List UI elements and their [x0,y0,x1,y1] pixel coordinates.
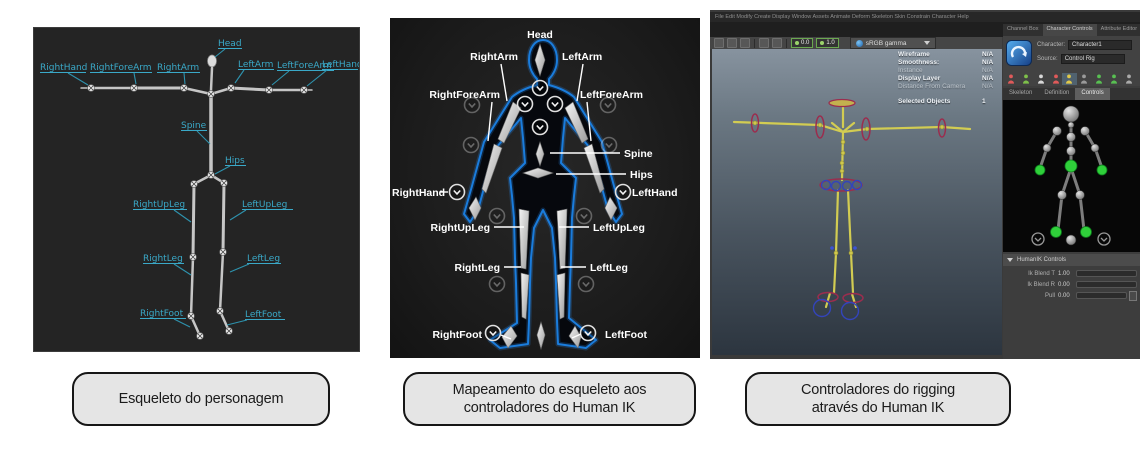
ik-blend-t-value[interactable]: 1.00 [1058,270,1070,277]
options-icon[interactable] [1126,75,1132,84]
mapping-label-leftleg: LeftLeg [590,262,628,274]
caption-line: Controladores do rigging [801,381,955,398]
rig-bones [734,107,970,307]
mapping-label-lefthand: LeftHand [632,187,678,199]
humanik-mapping-panel [390,18,700,358]
mapping-label-spine: Spine [624,148,653,160]
skeleton-bones [81,55,312,336]
mirror-icon[interactable] [1023,75,1029,84]
toolbar-divider [754,39,755,48]
mapping-label-rightupleg: RightUpLeg [430,222,490,234]
humanik-logo-icon [1006,40,1032,66]
chevron-down-icon [924,41,930,45]
skeleton-label-leftupleg: LeftUpLeg [242,200,288,210]
skeleton-panel [33,27,360,352]
exposure-value: 0.0 [801,40,810,46]
subtab-controls[interactable]: Controls [1075,88,1109,100]
lock-character-icon[interactable] [1008,75,1014,84]
skeleton-figure [34,28,359,351]
pull-slider[interactable] [1076,292,1127,299]
character-label: Character: [1037,42,1066,48]
caption-line: Esqueleto do personagem [118,390,284,407]
character-representation[interactable] [1003,100,1140,252]
hud-row: Smoothness: N/A [898,59,994,66]
viewport-toolbar [710,37,1002,49]
toolbar-divider [786,39,787,48]
source-select[interactable]: Control Rig [1061,54,1125,64]
skeleton-label-leftarm: LeftArm [238,60,274,70]
mapping-label-leftfoot: LeftFoot [605,329,647,341]
keying-mode-icon[interactable] [1096,75,1102,84]
skeleton-label-hips: Hips [225,156,245,166]
tab-character-controls[interactable]: Character Controls [1043,24,1097,36]
grid-toggle-icon[interactable] [727,38,737,48]
mapping-label-head: Head [527,29,553,41]
ik-blend-r-label: Ik Blend R [1027,281,1055,288]
camera-lock-icon[interactable] [714,38,724,48]
pin-icon[interactable] [1081,75,1087,84]
skeleton-label-rightleg: RightLeg [143,254,183,264]
character-row [1037,40,1132,50]
ik-blend-t-slider[interactable] [1076,270,1137,277]
pull-value[interactable]: 0.00 [1058,292,1070,299]
gamma-field[interactable] [816,38,838,48]
mapping-label-rightforearm: RightForeArm [429,89,500,101]
skeleton-label-leftfoot: LeftFoot [245,310,282,320]
body-mapping-figure [390,18,700,358]
film-gate-icon[interactable] [740,38,750,48]
color-management-value: sRGB gamma [865,39,907,47]
head-effector-ring[interactable] [829,100,855,107]
subtab-skeleton[interactable]: Skeleton [1009,90,1033,96]
caption-controllers [745,372,1011,426]
ik-blend-t-label: Ik Blend T [1028,270,1055,277]
skeleton-label-rightforearm: RightForeArm [90,63,152,73]
skeleton-label-rightfoot: RightFoot [140,309,184,319]
skeleton-label-lefthand: LeftHand [322,60,359,70]
exposure-icon [795,41,799,45]
skeleton-label-spine: Spine [181,121,207,131]
color-management-icon [856,40,863,47]
viewport[interactable] [712,49,1002,355]
subtab-definition[interactable]: Definition [1044,90,1070,96]
mapping-label-rightleg: RightLeg [454,262,500,274]
maya-window [710,10,1140,359]
hud-row: Distance From Camera N/A [898,83,993,90]
exposure-field[interactable] [791,38,813,48]
mapping-label-rightfoot: RightFoot [432,329,482,341]
collapse-triangle-icon [1007,258,1013,262]
mapping-label-rightarm: RightArm [470,51,518,63]
hud-row: Selected Objects 1 [898,98,986,105]
gamma-value: 1.0 [826,40,835,46]
hud-row: Wireframe N/A [898,51,994,58]
source-label: Source: [1037,56,1058,62]
pull-row [1003,290,1137,301]
caption-mapping [403,372,696,426]
color-management-dropdown[interactable] [850,37,936,49]
tab-attribute-editor[interactable]: Attribute Editor [1100,26,1138,32]
resolution-gate-icon[interactable] [759,38,769,48]
hud-row: Display Layer N/A [898,75,994,82]
mapping-label-righthand: RightHand [392,187,446,199]
section-title: HumanIK Controls [1017,257,1067,263]
humanik-toolbar-icons[interactable] [1003,72,1140,86]
ik-blend-r-slider[interactable] [1076,281,1137,288]
mapping-label-leftarm: LeftArm [562,51,603,63]
mannequin-joints[interactable] [1043,106,1099,245]
skeleton-label-rightarm: RightArm [157,63,200,73]
menu-bar[interactable]: File Edit Modify Create Display Window Assets Animate Deform Skeleton Skin Constrain Character Help [710,12,1140,22]
ik-blend-r-value[interactable]: 0.00 [1058,281,1070,288]
gamma-icon [820,41,824,45]
gate-mask-icon[interactable] [772,38,782,48]
skeleton-label-rightupleg: RightUpLeg [133,200,186,210]
hud-row: Instance N/A [898,67,993,74]
skeleton-label-leftforearm: LeftForeArm [277,61,332,71]
humanik-subtabs [1003,88,1140,100]
pull-keyframe-icon[interactable] [1129,291,1137,301]
dock-tab-bar [1003,24,1140,36]
mapping-label-leftupleg: LeftUpLeg [593,222,645,234]
caption-line: controladores do Human IK [463,400,636,416]
humanik-toolbar [1003,72,1140,86]
source-row [1037,54,1125,64]
humanik-header [1003,36,1140,72]
character-representation-figure [1003,100,1140,252]
rig-figure [712,49,1002,355]
skeleton-label-righthand: RightHand [40,63,88,73]
caption-skeleton [72,372,330,426]
rig-joints [753,121,944,255]
knee-markers [830,246,857,250]
caption-line: através do Human IK [811,400,945,416]
caption-line: Mapeamento do esqueleto aos [452,381,647,398]
mapping-label-hips: Hips [630,169,653,181]
skeleton-label-head: Head [218,39,242,49]
selected-effectors-green[interactable] [1035,160,1107,238]
tab-channel-box[interactable]: Channel Box [1007,26,1039,32]
character-select[interactable]: Character1 [1068,40,1132,50]
mapping-label-leftforearm: LeftForeArm [580,89,644,101]
humanik-controls-rows [1003,268,1137,301]
stance-pose-icon[interactable] [1038,75,1044,84]
pull-label: Pull [1044,292,1055,299]
character-controls-dock [1003,24,1140,359]
retarget-icon[interactable] [1111,75,1117,84]
ik-blend-t-row [1003,268,1137,279]
ik-blend-r-row [1003,279,1137,290]
key-body-icon[interactable] [1053,75,1059,84]
humanik-controls-section-header[interactable] [1003,254,1140,266]
skeleton-label-leftleg: LeftLeg [247,254,281,264]
